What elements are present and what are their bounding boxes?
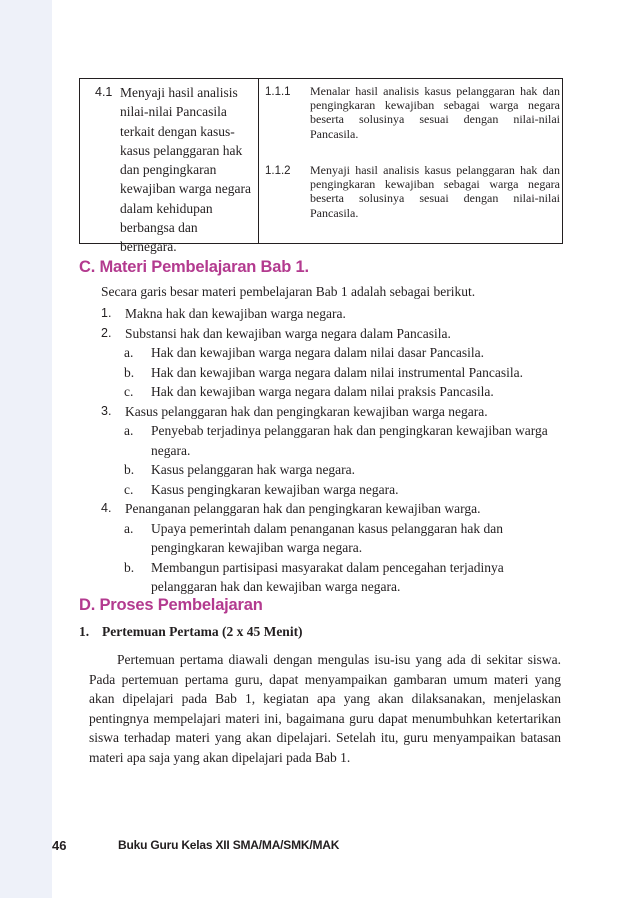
- meeting-heading: [79, 624, 303, 640]
- sub-list-item: [101, 558, 561, 597]
- list-item-text: Makna hak dan kewajiban warga negara.: [125, 306, 346, 321]
- list-item-marker: 2.: [101, 325, 112, 340]
- competency-text: Menyaji hasil analisis nilai-nilai Pancasila terkait dengan kasus-kasus pelanggaran hak dan pengingkaran kewajiban warga negara dalam kehidupan berbangsa dan bernegara.: [120, 85, 251, 255]
- sub-list-item-marker: b.: [124, 462, 135, 477]
- list-item-text: Kasus pelanggaran hak dan pengingkaran kewajiban warga negara.: [125, 403, 488, 419]
- sub-list-item-marker: b.: [124, 364, 135, 380]
- sub-list-item-marker: b.: [124, 559, 135, 575]
- table-divider: [258, 79, 259, 243]
- list-item: [101, 304, 561, 324]
- sub-list-item: [101, 382, 561, 402]
- indicator-number: 1.1.1: [265, 86, 291, 98]
- sub-list-item-text: Kasus pengingkaran kewajiban warga negara.: [151, 481, 399, 497]
- competency-table: [79, 78, 563, 255]
- sub-list-item-text: Hak dan kewajiban warga negara dalam nilai instrumental Pancasila.: [151, 364, 523, 380]
- sub-list-item-marker: a.: [124, 520, 134, 536]
- sub-list-item: [101, 480, 561, 500]
- competency-number: 4.1: [95, 85, 113, 99]
- competency-cell: [80, 79, 258, 255]
- sub-list-item-marker: a.: [124, 423, 134, 438]
- sub-list-item-marker: c.: [124, 384, 134, 399]
- indicator-text: Menyaji hasil analisis kasus pelanggaran hak dan pengingkaran kewajiban sebagai warga negara beserta solusinya sesuai dengan nilai-nilai Pancasila.: [310, 163, 560, 220]
- list-item-marker: 1.: [101, 306, 112, 320]
- sub-list-item-marker: c.: [124, 481, 134, 497]
- sub-list-item-text: Upaya pemerintah dalam penanganan kasus pelanggaran hak dan pengingkaran kewajiban warga negara.: [151, 520, 503, 555]
- sub-list-item-text: Hak dan kewajiban warga negara dalam nilai dasar Pancasila.: [151, 345, 484, 360]
- sub-list-item-text: Penyebab terjadinya pelanggaran hak dan pengingkaran kewajiban warga negara.: [151, 423, 548, 458]
- list-item: [101, 324, 561, 344]
- indicator-text: Menalar hasil analisis kasus pelanggaran hak dan pengingkaran kewajiban sebagai warga negara beserta solusinya sesuai dengan nilai-nilai Pancasila.: [310, 84, 560, 141]
- sub-list-item: [101, 460, 561, 480]
- sub-list-item: [101, 519, 561, 558]
- page-number: 46: [52, 838, 67, 853]
- list-item: [101, 402, 561, 422]
- list-item-text: Substansi hak dan kewajiban warga negara dalam Pancasila.: [125, 325, 451, 341]
- meeting-number: 1.: [79, 624, 90, 639]
- section-intro: Secara garis besar materi pembelajaran Bab 1 adalah sebagai berikut.: [101, 284, 476, 299]
- sub-list-item-text: Hak dan kewajiban warga negara dalam nilai praksis Pancasila.: [151, 384, 494, 399]
- sub-list-item-marker: a.: [124, 345, 134, 360]
- meeting-paragraph: Pertemuan pertama diawali dengan mengulas isu-isu yang ada di sekitar siswa. Pada pertemuan pertama guru, dapat menyampaikan gambaran umum materi yang akan dipelajari pada Bab 1, kegiatan apa yang akan dilaksanakan, menjelaskan pentingnya mempelajari materi ini, bagaimana guru dapat menumbuhkan ketertarikan siswa terhadap materi yang akan dipelajari. Setelah itu, guru menyampaikan batasan materi apa saja yang akan dipelajari pada Bab 1.: [89, 652, 561, 765]
- section-heading-c: C. Materi Pembelajaran Bab 1.: [79, 258, 309, 276]
- material-list: [101, 304, 561, 597]
- page-margin-band: [0, 0, 52, 898]
- list-item: [101, 499, 561, 519]
- meeting-title: Pertemuan Pertama (2 x 45 Menit): [102, 624, 303, 639]
- book-title: Buku Guru Kelas XII SMA/MA/SMK/MAK: [118, 838, 340, 852]
- list-item-marker: 4.: [101, 501, 112, 515]
- list-item-marker: 3.: [101, 403, 112, 418]
- sub-list-item: [101, 363, 561, 383]
- sub-list-item-text: Kasus pelanggaran hak warga negara.: [151, 462, 356, 477]
- sub-list-item: [101, 421, 561, 460]
- indicator-number: 1.1.2: [265, 165, 291, 177]
- section-heading-d: D. Proses Pembelajaran: [79, 596, 263, 614]
- sub-list-item-text: Membangun partisipasi masyarakat dalam pencegahan terjadinya pelanggaran hak dan kewajiban warga negara.: [151, 559, 504, 594]
- sub-list-item: [101, 343, 561, 363]
- list-item-text: Penanganan pelanggaran hak dan pengingkaran kewajiban warga.: [125, 501, 481, 516]
